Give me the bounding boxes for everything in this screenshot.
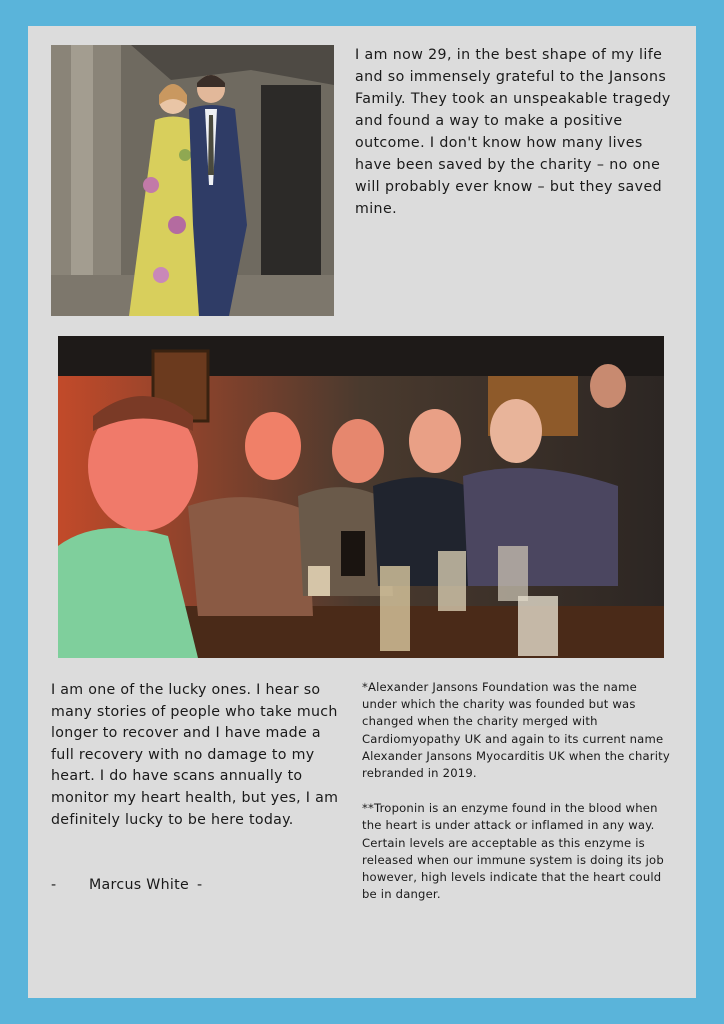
signature-name: Marcus White (89, 877, 190, 893)
footnotes (362, 679, 672, 921)
group-photo (58, 336, 664, 658)
signature-dash-before: - (51, 877, 57, 893)
signature-dash-after: - (197, 877, 203, 893)
story-paragraph (51, 680, 341, 831)
intro-paragraph (355, 44, 675, 220)
couple-photo (51, 45, 334, 316)
footnote-foundation: *Alexander Jansons Foundation was the name under which the charity was founded but was changed when the charity merged with Cardiomyopathy UK and again to its current name Alexander Jansons Myocarditis UK when the charity rebranded in 2019. (362, 680, 670, 781)
page-panel (28, 26, 696, 998)
intro-text: I am now 29, in the best shape of my life and so immensely grateful to the Jansons Family. They took an unspeakable tragedy and found a way to make a positive outcome. I don't know how many lives have been saved by the charity – no one will probably ever know – but they saved mine. (355, 47, 671, 217)
footnote-troponin: **Troponin is an enzyme found in the blood when the heart is under attack or inflamed in any way. Certain levels are acceptable as this enzyme is released when our immune system is doing its job however, high levels indicate that the heart could be in danger. (362, 801, 664, 902)
story-text: I am one of the lucky ones. I hear so many stories of people who take much longer to recover and I have made a full recovery with no damage to my heart. I do have scans annually to monitor my heart health, but yes, I am definitely lucky to be here today. (51, 682, 339, 828)
signature (51, 877, 341, 893)
